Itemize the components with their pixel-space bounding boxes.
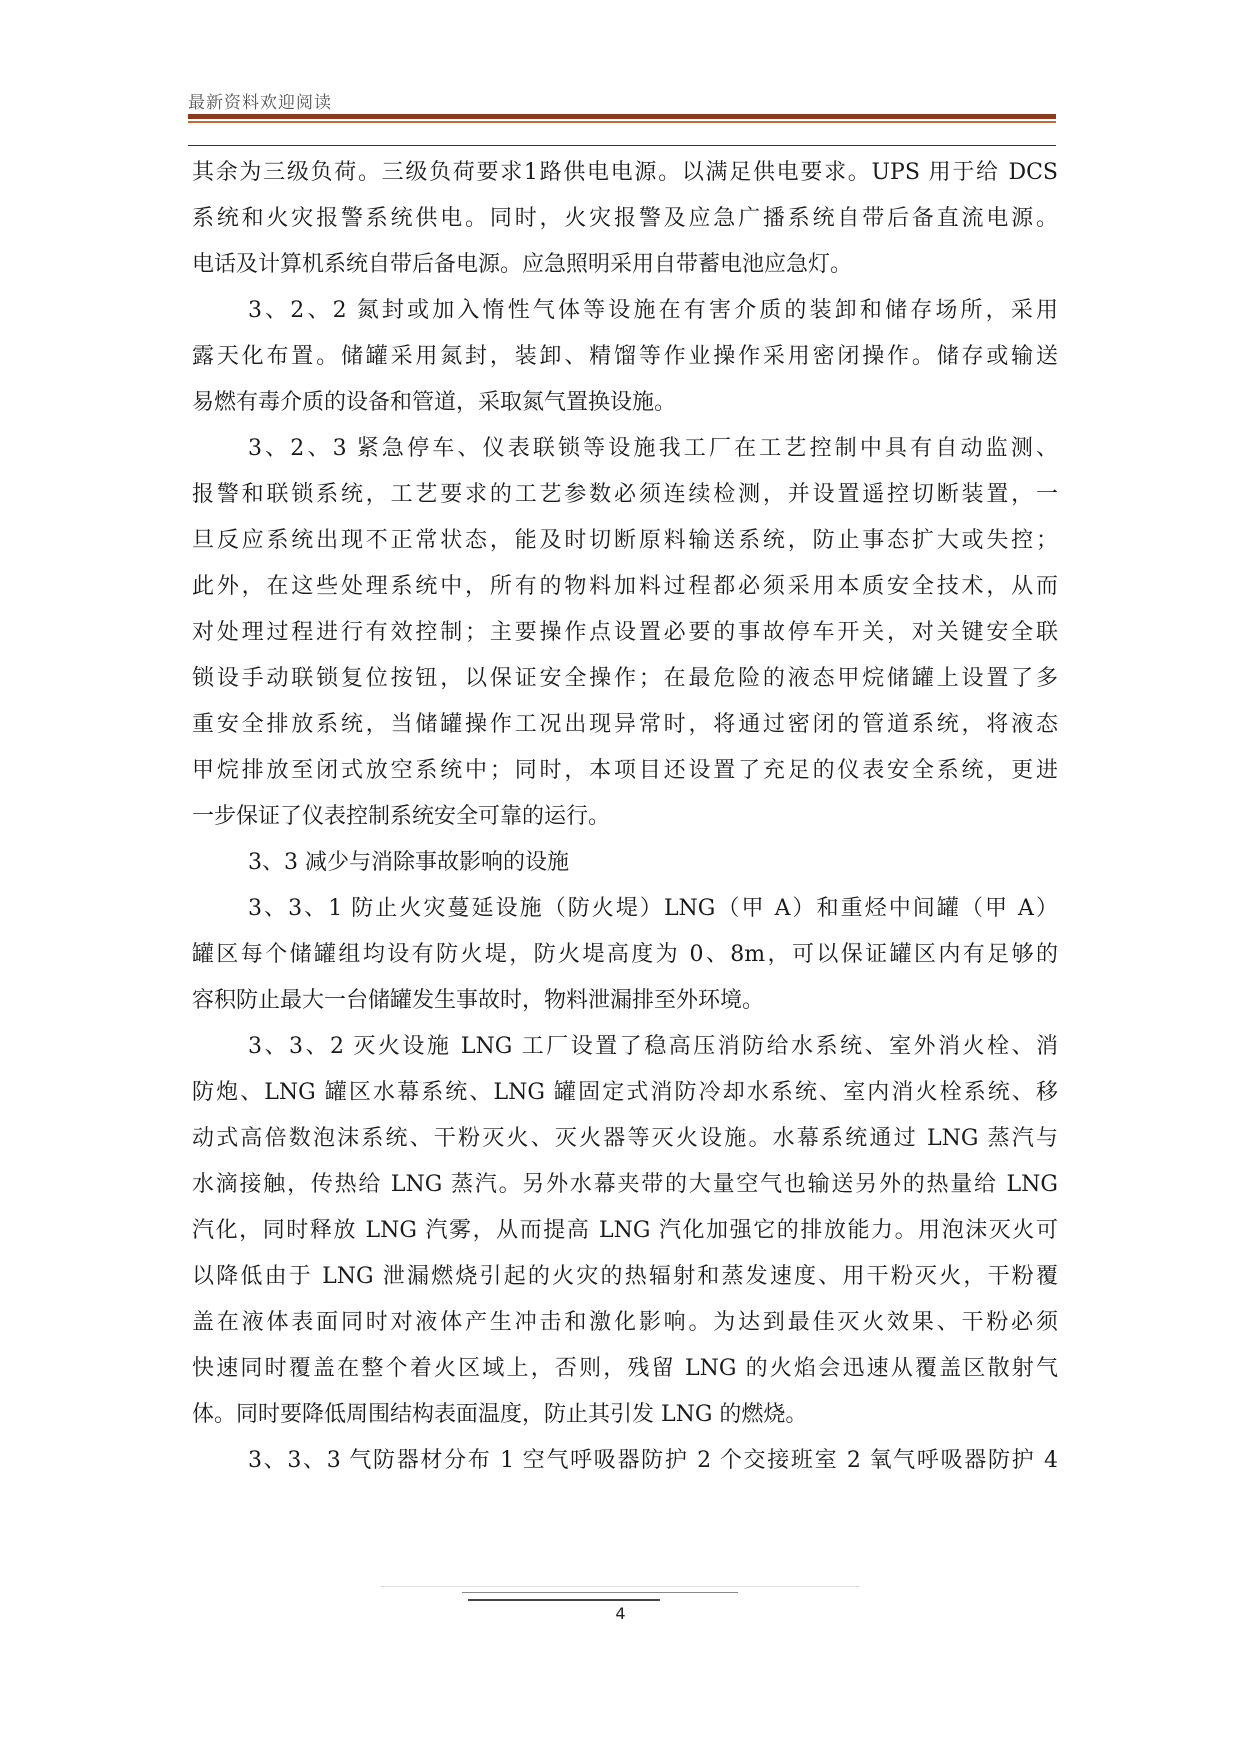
text-line: 3、2、3 紧急停车、仪表联锁等设施我工厂在工艺控制中具有自动监测、 (248, 436, 1058, 461)
text-line: 快速同时覆盖在整个着火区域上，否则，残留 LNG 的火焰会迅速从覆盖区散射气 (192, 1356, 1058, 1381)
text-line: 动式高倍数泡沫系统、干粉灭火、灭火器等灭火设施。水幕系统通过 LNG 蒸汽与 (192, 1126, 1058, 1151)
body-text (192, 150, 1058, 1484)
text-line: 此外，在这些处理系统中，所有的物料加料过程都必须采用本质安全技术，从而 (192, 574, 1058, 599)
footer-rule (462, 1592, 738, 1593)
text-line: 一步保证了仪表控制系统安全可靠的运行。 (192, 804, 611, 829)
text-line: 罐区每个储罐组均设有防火堤，防火堤高度为 0、8m，可以保证罐区内有足够的 (192, 942, 1058, 967)
text-line: 水滴接触，传热给 LNG 蒸汽。另外水幕夹带的大量空气也输送另外的热量给 LNG (192, 1172, 1058, 1197)
text-line: 3、3 减少与消除事故影响的设施 (248, 850, 569, 875)
text-line: 3、3、2 灭火设施 LNG 工厂设置了稳高压消防给水系统、室外消火栓、消 (248, 1034, 1058, 1059)
text-line: 甲烷排放至闭式放空系统中；同时，本项目还设置了充足的仪表安全系统，更进 (192, 758, 1058, 783)
text-line: 对处理过程进行有效控制；主要操作点设置必要的事故停车开关，对关键安全联 (192, 620, 1058, 645)
text-line: 3、3、3 气防器材分布 1 空气呼吸器防护 2 个交接班室 2 氧气呼吸器防护 4 (248, 1448, 1058, 1473)
text-line: 锁设手动联锁复位按钮，以保证安全操作；在最危险的液态甲烷储罐上设置了多 (192, 666, 1058, 691)
text-line: 盖在液体表面同时对液体产生冲击和激化影响。为达到最佳灭火效果、干粉必须 (192, 1310, 1058, 1335)
text-line: 3、3、1 防止火灾蔓延设施（防火堤）LNG（甲 A）和重烃中间罐（甲 A） (248, 896, 1058, 921)
page-number: 4 (615, 1604, 626, 1623)
text-line: 汽化，同时释放 LNG 汽雾，从而提高 LNG 汽化加强它的排放能力。用泡沫灭火可 (192, 1218, 1058, 1243)
text-line: 旦反应系统出现不正常状态，能及时切断原料输送系统，防止事态扩大或失控； (192, 528, 1058, 553)
text-line: 3、2、2 氮封或加入惰性气体等设施在有害介质的装卸和储存场所，采用 (248, 298, 1058, 323)
text-line: 体。同时要降低周围结构表面温度，防止其引发 LNG 的燃烧。 (192, 1402, 808, 1427)
text-line: 容积防止最大一台储罐发生事故时，物料泄漏排至外环境。 (192, 988, 765, 1013)
footer-rule (468, 1599, 660, 1601)
text-line: 电话及计算机系统自带后备电源。应急照明采用自带蓄电池应急灯。 (192, 252, 853, 277)
text-line: 报警和联锁系统，工艺要求的工艺参数必须连续检测，并设置遥控切断装置，一 (192, 482, 1058, 507)
text-line: 露天化布置。储罐采用氮封，装卸、精馏等作业操作采用密闭操作。储存或输送 (192, 344, 1058, 369)
text-line: 易燃有毒介质的设备和管道，采取氮气置换设施。 (192, 390, 677, 415)
footer-rule (380, 1586, 860, 1587)
header-rule-accent (188, 121, 1056, 123)
text-line: 防炮、LNG 罐区水幕系统、LNG 罐固定式消防冷却水系统、室内消火栓系统、移 (192, 1080, 1058, 1105)
header-rule-thin (188, 145, 1056, 146)
text-line: 以降低由于 LNG 泄漏燃烧引起的火灾的热辐射和蒸发速度、用干粉灭火，干粉覆 (192, 1264, 1058, 1289)
text-line: 其余为三级负荷。三级负荷要求1路供电电源。以满足供电要求。UPS 用于给 DCS (192, 160, 1058, 185)
text-line: 重安全排放系统，当储罐操作工况出现异常时，将通过密闭的管道系统，将液态 (192, 712, 1058, 737)
header-rule-thick (188, 114, 1056, 119)
page-header: 最新资料欢迎阅读 (188, 93, 332, 113)
text-line: 系统和火灾报警系统供电。同时，火灾报警及应急广播系统自带后备直流电源。 (192, 206, 1058, 231)
